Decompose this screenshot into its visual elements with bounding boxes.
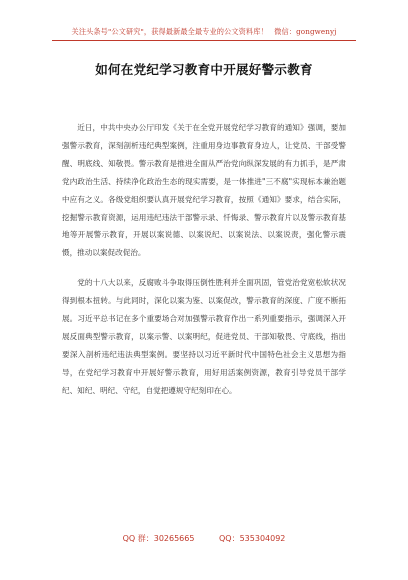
paragraph-1: 近日，中共中央办公厅印发《关于在全党开展党纪学习教育的通知》强调，要加强警示教育，深刻剖析违纪典型案例，注重用身边事教育身边人，让党员、干部受警醒、明底线、知敬畏。警示教育是推进全面从严治党向纵深发展的有力抓手，是严肃党内政治生活、持续净化政治生态的现实需要，是一体推进"三不腐"实现标本兼治题中应有之义。各级党组织要认真开展党纪学习教育，按照《通知》要求，结合实际，挖掘警示教育资源，运用违纪违法干部警示录、忏悔录、警示教育片以及警示教育基地等开展警示教育，开展以案说德、以案说纪、以案说法、以案说责，强化警示震慑，推动以案促改促治。 bbox=[62, 123, 346, 258]
header-banner bbox=[0, 27, 408, 37]
paragraph-2: 党的十八大以来，反腐败斗争取得压倒性胜利并全面巩固，管党治党宽松软状况得到根本扭转。与此同时，深化以案为鉴、以案促改，警示教育的深度、广度不断拓展。习近平总书记在多个重要场合对加强警示教育作出一系列重要指示，强调深入开展反面典型警示教育，以案示警、以案明纪，促进党员、干部知敬畏、守底线，指出要深入剖析违纪违法典型案例。要坚持以习近平新时代中国特色社会主义思想为指导，在党纪学习教育中开展好警示教育，用好用活案例资源，教育引导党员干部学纪、知纪、明纪、守纪，自觉把遵规守纪刻印在心。 bbox=[62, 278, 346, 395]
footer-qq-group: QQ 群：30265665 bbox=[122, 534, 195, 543]
header-divider bbox=[52, 40, 356, 41]
document-body bbox=[62, 119, 346, 412]
footer bbox=[0, 533, 408, 545]
header-banner-text: 关注头条号"公文研究"，获得最新最全最专业的公文资料库！ bbox=[71, 27, 268, 36]
document-title: 如何在党纪学习教育中开展好警示教育 bbox=[95, 62, 313, 77]
footer-qq: QQ：535304092 bbox=[219, 534, 286, 543]
header-wechat: 微信：gongwenyj bbox=[274, 27, 337, 36]
